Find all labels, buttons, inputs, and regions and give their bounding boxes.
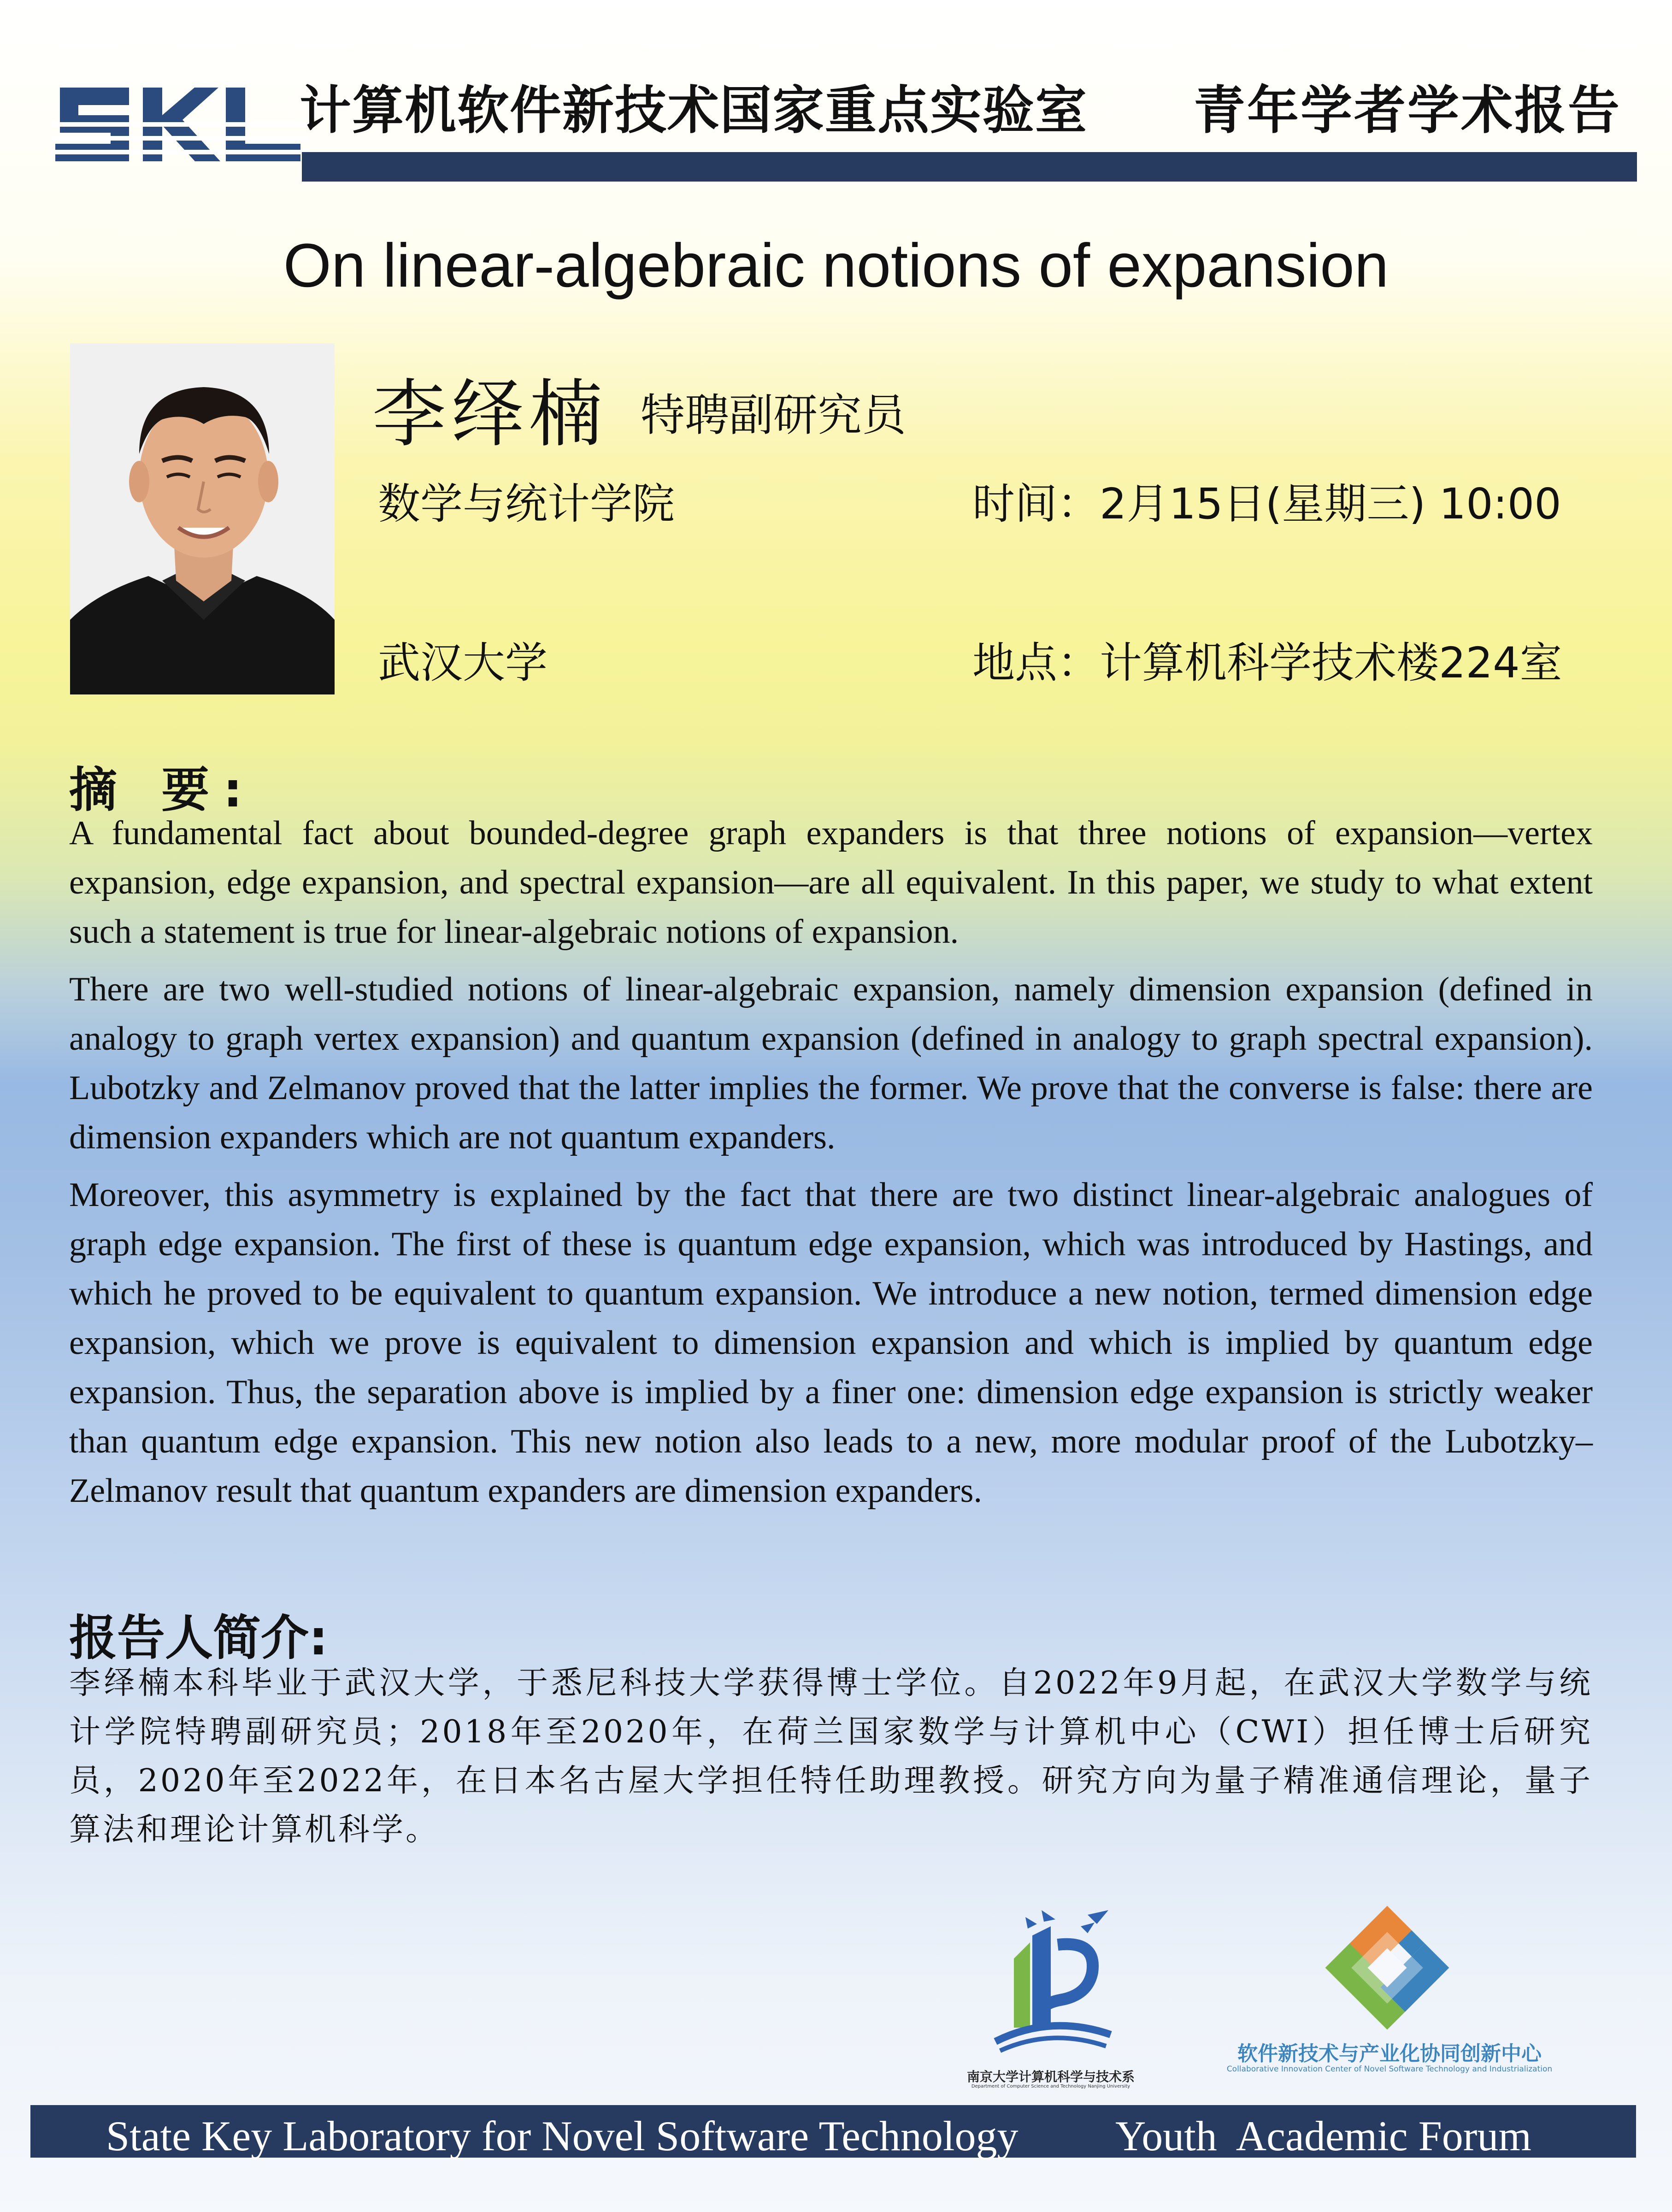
talk-title: On linear-algebraic notions of expansion — [283, 231, 1389, 300]
speaker-photo — [70, 343, 335, 694]
bio-heading: 报告人简介: — [69, 1610, 328, 1666]
abstract-paragraph: A fundamental fact about bounded-degree graph expanders is that three notions of expansion—vertex expansion, edge expansion, and spectral expansion—are all equivalent. In this paper, we study to what extent such a statement is true for linear-algebraic notions of expansion. — [69, 814, 1593, 951]
nju-subcaption: Department of Computer Science and Technology Nanjing University — [971, 2084, 1130, 2089]
abstract-paragraph: There are two well-studied notions of linear-algebraic expansion, namely dimension expansion (defined in analogy to graph vertex expansion) and quantum expansion (defined in analogy to graph spectral expansion). Lubotzky and Zelmanov proved that the latter implies the former. We prove that the converse is false: there are dimension expanders which are not quantum expanders. — [69, 971, 1593, 1156]
footer-forum-name: Youth Academic Forum — [1115, 2112, 1531, 2159]
speaker-university: 武汉大学 — [378, 638, 548, 688]
portrait-illustration — [70, 343, 335, 694]
abstract-heading: 摘 要: — [69, 762, 256, 818]
abstract-body — [69, 809, 1593, 1524]
abstract-paragraph: Moreover, this asymmetry is explained by the fact that there are two distinct linear-algebraic analogues of graph edge expansion. The first of these is quantum edge expansion, which was introduced by Hastings, and which he proved to be equivalent to quantum expansion. We introduce a new notion, termed dimension edge expansion, which we prove is equivalent to dimension expansion and which is implied by quantum edge expansion. Thus, the separation above is implied by a finer one: dimension edge expansion is strictly weaker than quantum edge expansion. This new notion also leads to a new, more modular proof of the Lubotzky–Zelmanov result that quantum expanders are dimension expanders. — [69, 1176, 1593, 1510]
collab-center-caption: 软件新技术与产业化协同创新中心 — [1237, 2042, 1542, 2065]
speaker-position: 特聘副研究员 — [641, 389, 906, 441]
collab-center-logo — [1318, 1899, 1456, 2037]
talk-time: 时间：2月15日(星期三) 10:00 — [972, 479, 1561, 529]
lab-name: 计算机软件新技术国家重点实验室 — [300, 81, 1088, 141]
skl-logo-text: SKL — [51, 69, 52, 70]
footer-lab-name: State Key Laboratory for Novel Software Technology — [106, 2112, 1019, 2159]
header-bar — [302, 152, 1637, 182]
speaker-department: 数学与统计学院 — [378, 479, 675, 529]
talk-place: 地点：计算机科学技术楼224室 — [972, 638, 1562, 688]
skl-logo — [51, 69, 309, 184]
nju-cs-logo — [982, 1908, 1120, 2060]
speaker-name: 李绎楠 — [372, 371, 608, 457]
bio-text: 李绎楠本科毕业于武汉大学，于悉尼科技大学获得博士学位。自2022年9月起，在武汉大学数学与统计学院特聘副研究员；2018年至2020年，在荷兰国家数学与计算机中心（CWI）担任博士后研究员，2020年至2022年，在日本名古屋大学担任特任助理教授。研究方向为量子精准通信理论，量子算法和理论计算机科学。 — [69, 1665, 1593, 1848]
collab-center-subcaption: Collaborative Innovation Center of Novel Software Technology and Industrialization — [1226, 2065, 1553, 2074]
series-title: 青年学者学术报告 — [1194, 81, 1621, 141]
nju-caption: 南京大学计算机科学与技术系 — [966, 2069, 1135, 2084]
